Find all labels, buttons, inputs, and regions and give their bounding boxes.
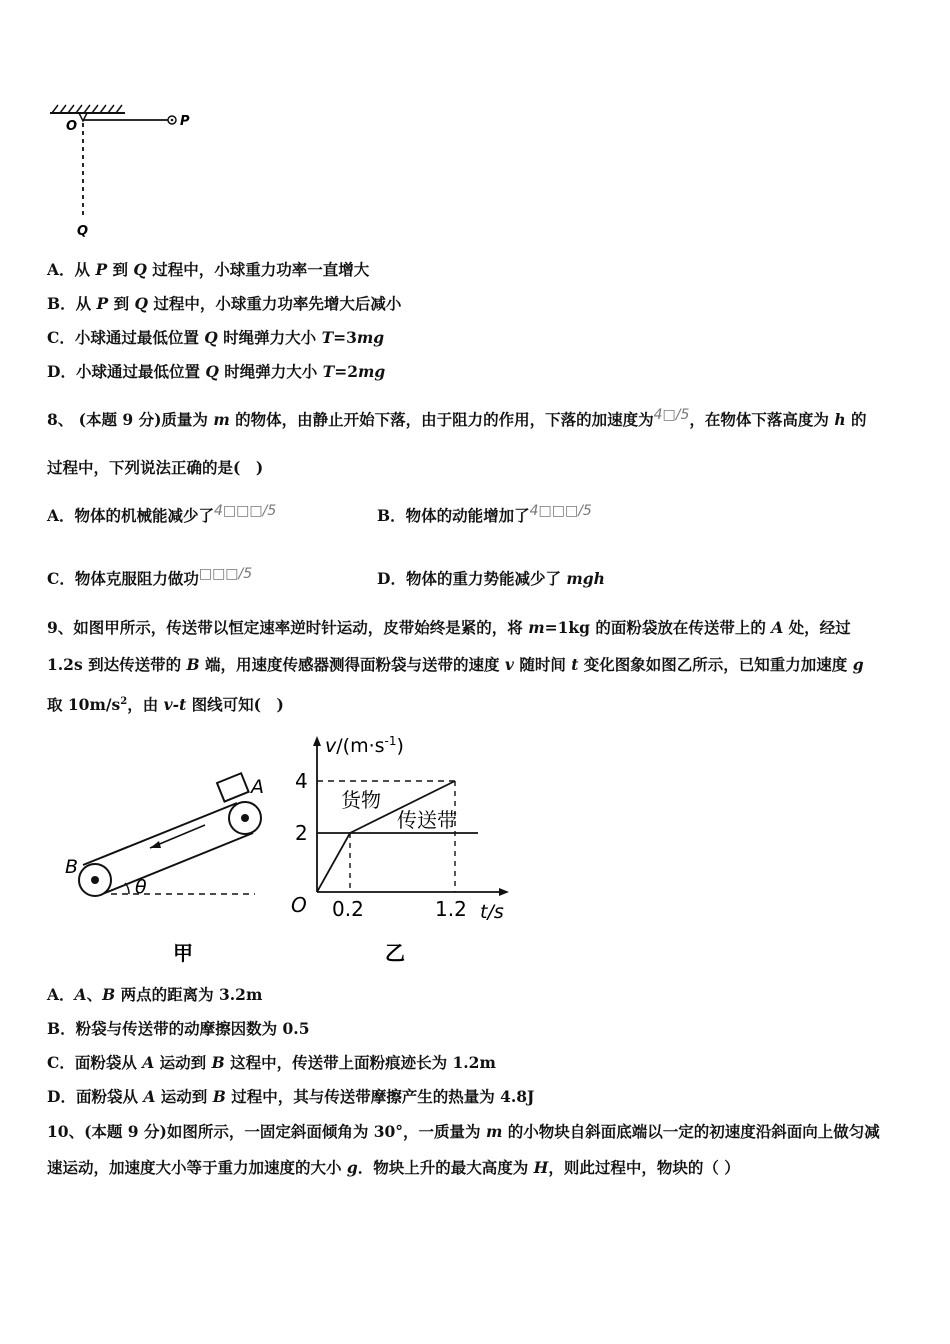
label-a: A: [251, 776, 264, 798]
q7-option-b: B．从 P 到 Q 过程中，小球重力功率先增大后减小: [47, 294, 402, 313]
q8-option-c: C．物体克服阻力做功□□□/5: [47, 566, 253, 588]
label-o: O: [66, 119, 78, 134]
q8-stem-line2: 过程中，下列说法正确的是( ): [47, 458, 264, 477]
q9-stem-line2: 1.2s 到达传送带的 B 端，用速度传感器测得面粉袋与送带的速度 v 随时间 t 变化图象如图乙所示，已知重力加速度 g: [47, 655, 864, 674]
label-goods: 货物: [341, 788, 381, 812]
ceiling-hatch: [52, 105, 122, 113]
label-q: Q: [77, 224, 89, 239]
origin-label: O: [291, 893, 307, 917]
label-belt: 传送带: [397, 808, 457, 832]
ylabel-close: ): [396, 735, 404, 757]
q9-stem-line3: 取 $10m/s^2$，由 v-t 图线可知( ): [47, 695, 284, 715]
q8-option-a: A．物体的机械能减少了4□□□/5: [47, 503, 277, 525]
tick-x02: 0.2: [332, 897, 364, 921]
label-p: P: [180, 114, 190, 129]
q9-option-b: B．粉袋与传送带的动摩擦因数为 0.5: [47, 1019, 310, 1038]
ylabel-units: /(m·s: [336, 735, 385, 757]
tick-x12: 1.2: [435, 897, 467, 921]
tick-y2: 2: [295, 821, 308, 845]
flour-bag: [217, 773, 249, 801]
q9-option-d: D．面粉袋从 A 运动到 B 过程中，其与传送带摩擦产生的热量为 4.8J: [47, 1087, 535, 1106]
q8-stem-line1: 8、 (本题 9 分)质量为 m 的物体，由静止开始下落，由于阻力的作用，下落的加速度为4□/5，在物体下落高度为 h 的: [47, 407, 867, 429]
q10-stem-line1: 10、(本题 9 分)如图所示，一固定斜面倾角为 30°，一质量为 m 的小物块自斜面底端以一定的初速度沿斜面向上做匀减: [47, 1122, 880, 1141]
q8-option-d: D．物体的重力势能减少了 mgh: [377, 569, 605, 588]
q7-option-d: D．小球通过最低位置 Q 时绳弹力大小 T=2mg: [47, 362, 386, 381]
q10-stem-line2: 速运动，加速度大小等于重力加速度的大小 g．物块上升的最大高度为 H，则此过程中，物块的（ ）: [47, 1158, 740, 1177]
caption-yi: 乙: [385, 941, 405, 965]
xlabel: t/s: [480, 901, 504, 923]
q9-option-c: C．面粉袋从 A 运动到 B 这程中，传送带上面粉痕迹长为 1.2m: [47, 1053, 496, 1072]
svg-text:v/(m·s-1): [325, 734, 404, 757]
q9-stem-line1: 9、如图甲所示，传送带以恒定速率逆时针运动，皮带始终是紧的，将 m=1kg 的面粉袋放在传送带上的 A 处，经过: [47, 618, 851, 637]
label-b: B: [65, 856, 79, 878]
q8-option-b: B．物体的动能增加了4□□□/5: [377, 503, 592, 525]
belt-top: [83, 803, 237, 865]
q7-option-a: A．从 P 到 Q 过程中，小球重力功率一直增大: [47, 260, 370, 279]
label-theta: θ: [135, 876, 147, 898]
vt-graph: [285, 730, 525, 970]
caption-jia: 甲: [173, 941, 193, 965]
theta-arc: [125, 883, 129, 894]
tick-y4: 4: [295, 769, 308, 793]
goods-speed-line: [317, 781, 455, 892]
pendulum-figure: [40, 95, 210, 245]
ylabel-v: v: [325, 735, 337, 757]
q9-option-a: A．A、B 两点的距离为 3.2m: [47, 985, 263, 1004]
conveyor-figure: [55, 765, 270, 970]
q7-option-c: C．小球通过最低位置 Q 时绳弹力大小 T=3mg: [47, 328, 385, 347]
ylabel-sup: -1: [384, 734, 397, 748]
belt-bottom: [100, 833, 253, 895]
